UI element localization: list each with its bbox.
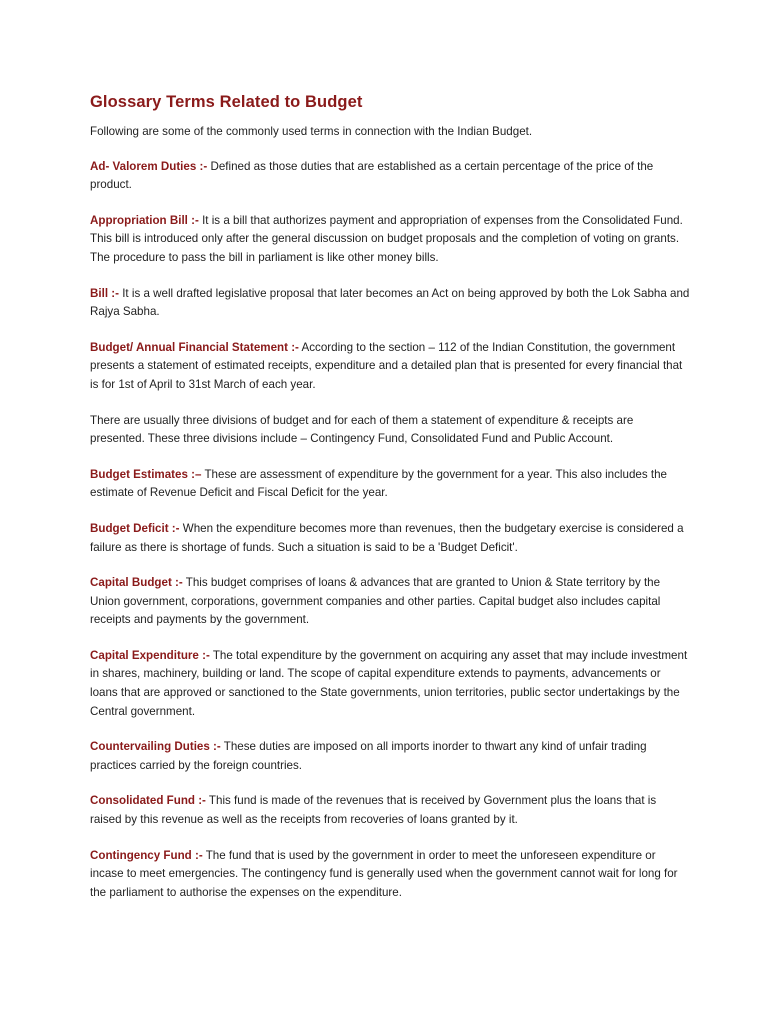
glossary-term: Consolidated Fund :- xyxy=(90,794,206,808)
intro-paragraph: Following are some of the commonly used terms in connection with the Indian Budget. xyxy=(90,125,533,138)
glossary-definition: Defined as those duties that are established as a certain percentage of the price of the product. xyxy=(90,159,654,192)
glossary-term: Contingency Fund :- xyxy=(90,848,203,862)
glossary-term: Countervailing Duties :- xyxy=(90,740,221,754)
glossary-entry xyxy=(90,158,690,195)
glossary-term: Capital Budget :- xyxy=(90,576,183,590)
glossary-term: Budget/ Annual Financial Statement :- xyxy=(90,340,299,354)
glossary-term: Ad- Valorem Duties :- xyxy=(90,159,208,173)
glossary-definition: This fund is made of the revenues that is received by Government plus the loans that is raised by this revenue as well as the receipts from recoveries of loans granted by it. xyxy=(90,794,657,827)
glossary-definition: This budget comprises of loans & advances that are granted to Union & State territory by the Union government, corporations, government companies and other parties. Capital budget also includes capital receipts and payments by the government. xyxy=(90,576,661,627)
glossary-definition: According to the section – 112 of the Indian Constitution, the government presents a statement of estimated receipts, expenditure and a detailed plan that is presented for every financial that is for 1st of April to 31st March of each year. xyxy=(90,340,683,391)
document-page xyxy=(90,92,690,919)
glossary-definition: It is a well drafted legislative proposal that later becomes an Act on being approved by both the Lok Sabha and Rajya Sabha. xyxy=(90,286,690,319)
glossary-definition: The total expenditure by the government on acquiring any asset that may include investment in shares, machinery, building or land. The scope of capital expenditure extends to payments, advancements or loans that are approved or sanctioned to the State governments, union territories, public sector undertakings by the Central government. xyxy=(90,648,688,718)
glossary-definition: It is a bill that authorizes payment and appropriation of expenses from the Consolidated Fund. This bill is introduced only after the general discussion on budget proposals and the completion of voting on grants. The procedure to pass the bill in parliament is like other money bills. xyxy=(90,213,683,264)
glossary-term: Capital Expenditure :- xyxy=(90,648,210,662)
glossary-entry xyxy=(90,339,690,395)
glossary-entry xyxy=(90,466,690,503)
page-title: Glossary Terms Related to Budget xyxy=(90,93,363,111)
glossary-entry xyxy=(90,574,690,630)
glossary-definition: There are usually three divisions of budget and for each of them a statement of expenditure & receipts are presented. These three divisions include – Contingency Fund, Consolidated Fund and Public Account. xyxy=(90,413,634,446)
glossary-entry xyxy=(90,285,690,322)
glossary-entry xyxy=(90,212,690,268)
glossary-entry xyxy=(90,738,690,775)
glossary-definition: When the expenditure becomes more than revenues, then the budgetary exercise is considered a failure as there is shortage of funds. Such a situation is said to be a 'Budget Deficit'. xyxy=(90,521,684,554)
glossary-entry xyxy=(90,647,690,721)
glossary-term: Budget Deficit :- xyxy=(90,521,180,535)
glossary-entry xyxy=(90,847,690,903)
glossary-entry xyxy=(90,520,690,557)
glossary-term: Budget Estimates :– xyxy=(90,467,202,481)
glossary-term: Appropriation Bill :- xyxy=(90,213,199,227)
glossary-definition: The fund that is used by the government in order to meet the unforeseen expenditure or incase to meet emergencies. The contingency fund is generally used when the government cannot wait for long for the parliament to authorise the expenses on the expenditure. xyxy=(90,848,678,899)
glossary-entry xyxy=(90,792,690,829)
glossary-definition: These are assessment of expenditure by the government for a year. This also includes the estimate of Revenue Deficit and Fiscal Deficit for the year. xyxy=(90,467,667,500)
glossary-term: Bill :- xyxy=(90,286,119,300)
glossary-definition: These duties are imposed on all imports inorder to thwart any kind of unfair trading practices carried by the foreign countries. xyxy=(90,740,647,772)
glossary-paragraph xyxy=(90,412,690,449)
